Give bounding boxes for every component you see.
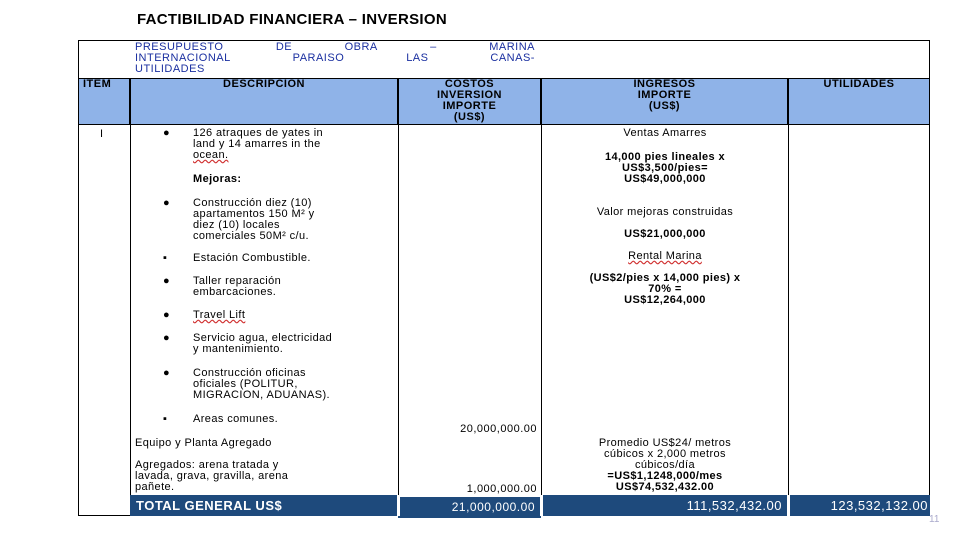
description-line: comerciales 50M² c/u. bbox=[193, 230, 309, 242]
total-divider bbox=[540, 495, 543, 516]
description-line: diez (10) locales bbox=[193, 219, 280, 231]
bullet-icon: ● bbox=[163, 197, 171, 209]
banner-word: LAS bbox=[406, 52, 429, 64]
header-ingresos-line: INGRESOS bbox=[633, 78, 696, 90]
description-line: embarcaciones. bbox=[193, 286, 277, 298]
header-description-label: DESCRIPCION bbox=[223, 78, 305, 90]
description-bullet bbox=[193, 128, 393, 161]
description-line: ocean. bbox=[193, 149, 229, 161]
header-item-label: ITEM bbox=[83, 78, 112, 90]
ingresos-rental-calc bbox=[545, 273, 785, 306]
description-line: 126 atraques de yates in bbox=[193, 127, 324, 139]
ingresos-ventas-calc bbox=[545, 152, 785, 185]
header-costs-line: INVERSION bbox=[436, 89, 502, 101]
header-description bbox=[130, 78, 398, 125]
ingresos-line: 14,000 pies lineales x bbox=[604, 151, 726, 163]
description-mejoras: Mejoras: bbox=[193, 173, 242, 185]
header-utilidades bbox=[788, 78, 930, 125]
header-costs-line: IMPORTE bbox=[442, 100, 497, 112]
bullet-icon: ● bbox=[163, 309, 171, 321]
description-line: MIGRACION, ADUANAS). bbox=[193, 389, 330, 401]
ingresos-rental-label bbox=[545, 251, 785, 262]
header-ingresos bbox=[541, 78, 788, 125]
ingresos-line: =US$1,1248,000/mes bbox=[607, 470, 723, 482]
banner-word: INTERNACIONAL bbox=[135, 52, 231, 64]
description-line: apartamentos 150 M² y bbox=[193, 208, 315, 220]
description-line: land y 14 amarres in the bbox=[193, 138, 321, 150]
ingresos-line: US$74,532,432.00 bbox=[615, 481, 715, 493]
page-number: 11 bbox=[929, 514, 940, 525]
description-line: pañete. bbox=[135, 481, 175, 493]
page-title: FACTIBILIDAD FINANCIERA – INVERSION bbox=[137, 11, 447, 28]
description-bullet bbox=[193, 333, 393, 355]
description-line: Construcción diez (10) bbox=[193, 197, 312, 209]
header-item bbox=[78, 78, 130, 125]
banner-word: – bbox=[430, 41, 437, 53]
description-bullet bbox=[193, 276, 393, 298]
bullet-icon: ▪ bbox=[163, 413, 168, 425]
item-number: I bbox=[100, 128, 104, 140]
total-cost: 21,000,000.00 bbox=[398, 497, 541, 518]
bullet-icon: ● bbox=[163, 275, 171, 287]
total-divider bbox=[787, 495, 790, 516]
banner-word: MARINA bbox=[489, 41, 535, 53]
ingresos-line: 70% = bbox=[648, 283, 682, 295]
banner-word: PARAISO bbox=[292, 52, 345, 64]
description-bullet bbox=[193, 198, 393, 242]
ingresos-line: US$3,500/pies= bbox=[621, 162, 709, 174]
header-ingresos-line: IMPORTE bbox=[637, 89, 692, 101]
banner-word: OBRA bbox=[344, 41, 378, 53]
column-divider bbox=[130, 125, 131, 495]
header-costs bbox=[398, 78, 541, 125]
ingresos-mejoras-value: US$21,000,000 bbox=[624, 228, 706, 240]
banner-word: PRESUPUESTO bbox=[135, 41, 224, 53]
banner-word: UTILIDADES bbox=[135, 63, 205, 75]
cost-value: 20,000,000.00 bbox=[460, 423, 537, 435]
ingresos-mejoras-label: Valor mejoras construidas bbox=[596, 206, 734, 218]
ingresos-promedio bbox=[545, 438, 785, 493]
banner-word: DE bbox=[275, 41, 293, 53]
ingresos-line: Promedio US$24/ metros bbox=[598, 437, 732, 449]
ingresos-rental-text: Rental Marina bbox=[628, 250, 702, 262]
total-divider bbox=[397, 495, 400, 516]
bullet-icon: ● bbox=[163, 367, 171, 379]
description-bullet bbox=[193, 368, 393, 401]
total-utilidades: 123,532,132.00 bbox=[788, 495, 930, 516]
bullet-icon: ▪ bbox=[163, 252, 168, 264]
description-agregados bbox=[135, 460, 395, 493]
table-banner bbox=[135, 42, 535, 75]
description-bullet: Areas comunes. bbox=[193, 413, 279, 425]
bullet-icon: ● bbox=[163, 332, 171, 344]
description-line: y mantenimiento. bbox=[193, 343, 284, 355]
ingresos-ventas-label: Ventas Amarres bbox=[623, 127, 707, 139]
ingresos-line: US$12,264,000 bbox=[624, 294, 706, 306]
description-line: Agregados: arena tratada y bbox=[135, 459, 279, 471]
column-divider bbox=[788, 125, 789, 495]
ingresos-line: cúbicos x 2,000 metros bbox=[604, 448, 726, 460]
ingresos-line: US$49,000,000 bbox=[624, 173, 706, 185]
ingresos-line: (US$2/pies x 14,000 pies) x bbox=[589, 272, 741, 284]
bullet-icon: ● bbox=[163, 127, 171, 139]
column-divider bbox=[398, 125, 399, 495]
description-bullet: Travel Lift bbox=[193, 309, 246, 321]
description-bullet: Estación Combustible. bbox=[193, 252, 311, 264]
description-line: oficiales (POLITUR, bbox=[193, 378, 298, 390]
column-divider bbox=[541, 125, 542, 495]
header-utilidades-label: UTILIDADES bbox=[823, 78, 895, 90]
description-line: lavada, grava, gravilla, arena bbox=[135, 470, 289, 482]
description-equipo: Equipo y Planta Agregado bbox=[135, 437, 272, 449]
description-line: Taller reparación bbox=[193, 275, 282, 287]
total-label: TOTAL GENERAL US$ bbox=[130, 495, 398, 516]
ingresos-line: cúbicos/día bbox=[634, 459, 696, 471]
header-ingresos-line: (US$) bbox=[648, 100, 681, 112]
header-costs-line: COSTOS bbox=[444, 78, 495, 90]
cost-value: 1,000,000.00 bbox=[466, 483, 537, 495]
description-line: Construcción oficinas bbox=[193, 367, 306, 379]
header-costs-line: (US$) bbox=[453, 111, 486, 123]
total-ingresos: 111,532,432.00 bbox=[541, 495, 788, 516]
banner-word: CANAS- bbox=[490, 52, 535, 64]
description-line: Servicio agua, electricidad bbox=[193, 332, 333, 344]
